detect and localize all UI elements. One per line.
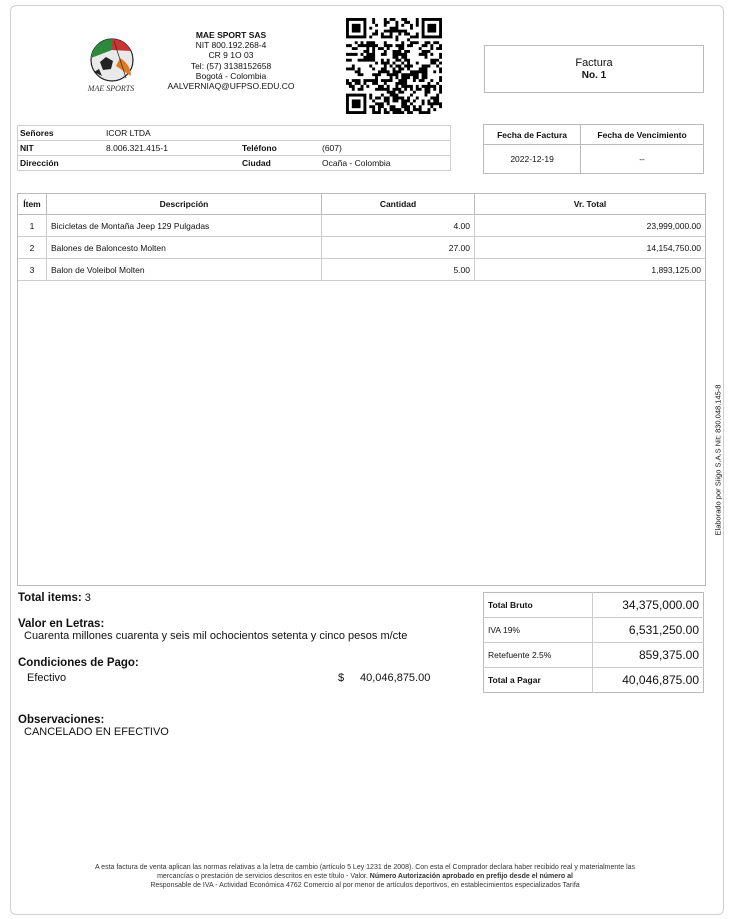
condiciones-value: Efectivo — [27, 672, 67, 684]
total-items-label: Total items: — [18, 592, 82, 604]
nit-label: NIT — [18, 141, 105, 156]
row-description: Balon de Voleibol Molten — [47, 259, 322, 281]
condiciones-section — [18, 657, 438, 684]
footer-line-2-bold: Número Autorización aprobado en prefijo desde el número al — [369, 873, 573, 880]
observaciones-value: CANCELADO EN EFECTIVO — [24, 726, 169, 738]
iva-value: 6,531,250.00 — [593, 618, 704, 643]
row-item: 1 — [18, 215, 47, 237]
legal-footer — [45, 863, 685, 890]
col-header-cantidad: Cantidad — [322, 194, 475, 215]
fecha-factura-value: 2022-12-19 — [484, 145, 581, 174]
row-description: Balones de Baloncesto Molten — [47, 237, 322, 259]
company-phone: Tel: (57) 3138152658 — [190, 60, 272, 71]
observaciones-section — [18, 714, 169, 738]
totals-row — [484, 618, 704, 643]
row-total: 14,154,750.00 — [475, 237, 706, 259]
dates-table — [483, 124, 704, 174]
company-info — [150, 30, 312, 91]
row-quantity: 27.00 — [322, 237, 475, 259]
invoice-number: No. 1 — [581, 70, 607, 81]
total-pagar-label: Total a Pagar — [488, 675, 541, 685]
row-item: 3 — [18, 259, 47, 281]
qr-code — [346, 18, 442, 114]
observaciones-label: Observaciones: — [18, 714, 105, 726]
totals-table — [483, 592, 704, 693]
row-item: 2 — [18, 237, 47, 259]
row-total: 23,999,000.00 — [475, 215, 706, 237]
senores-label: Señores — [18, 126, 105, 141]
footer-line-1: A esta factura de venta aplican las normas relativas a la letra de cambio (artículo 5 Ley 1231 de 2008). Con esta el Comprador declara haber recibido real y materialmente las — [94, 864, 636, 871]
col-header-total: Vr. Total — [475, 194, 706, 215]
senores-value: ICOR LTDA — [104, 126, 240, 141]
telefono-value: (607) — [320, 141, 451, 156]
totals-row — [484, 643, 704, 668]
table-row — [18, 259, 705, 281]
company-nit: NIT 800.192.268-4 — [195, 40, 267, 51]
table-row — [18, 237, 705, 259]
company-logo — [76, 36, 146, 96]
items-table — [18, 194, 705, 281]
valor-letras-section — [18, 618, 407, 642]
invoice-title: Factura — [575, 57, 613, 69]
totals-row — [484, 668, 704, 693]
currency-symbol: $ — [338, 672, 345, 684]
col-header-item: Ítem — [18, 194, 47, 215]
retefuente-value: 859,375.00 — [593, 643, 704, 668]
company-email: AALVERNIAQ@UFPSO.EDU.CO — [167, 81, 295, 92]
row-quantity: 5.00 — [322, 259, 475, 281]
row-description: Bicicletas de Montaña Jeep 129 Pulgadas — [47, 215, 322, 237]
retefuente-label: Retefuente 2.5% — [484, 643, 593, 668]
fecha-vencimiento-value: -- — [581, 145, 704, 174]
table-row — [18, 215, 705, 237]
company-address: CR 9 1O 03 — [208, 50, 254, 61]
valor-letras-label: Valor en Letras: — [18, 618, 105, 630]
total-items — [18, 592, 91, 604]
client-info-table — [17, 125, 451, 171]
totals-row — [484, 593, 704, 618]
footer-line-3: Responsable de IVA - Actividad Económica 4762 Comercio al por menor de artículos deportivos, en establecimientos especializados Tarifa — [150, 882, 580, 889]
nit-value: 8.006.321.415-1 — [104, 141, 240, 156]
side-credit-text: Elaborado por Siigo S.A.S Nit: 830.048.145-8 — [713, 384, 723, 536]
telefono-label: Teléfono — [240, 141, 320, 156]
ciudad-label: Ciudad — [240, 156, 320, 171]
items-table-box — [17, 193, 706, 586]
total-items-value: 3 — [84, 592, 91, 604]
total-pagar-value: 40,046,875.00 — [593, 668, 704, 693]
svg-text:MAE SPORTS: MAE SPORTS — [87, 84, 135, 93]
row-quantity: 4.00 — [322, 215, 475, 237]
iva-label: IVA 19% — [484, 618, 593, 643]
fecha-vencimiento-label: Fecha de Vencimiento — [581, 125, 704, 145]
fecha-factura-label: Fecha de Factura — [484, 125, 581, 145]
direccion-value — [104, 156, 240, 171]
col-header-descripcion: Descripción — [47, 194, 322, 215]
footer-line-2: mercancías o prestación de servicios descritos en este título - Valor. — [157, 873, 370, 880]
direccion-label: Dirección — [18, 156, 105, 171]
company-name: MAE SPORT SAS — [195, 30, 267, 40]
total-bruto-value: 34,375,000.00 — [593, 593, 704, 618]
condiciones-amount: 40,046,875.00 — [360, 672, 431, 684]
company-city: Bogotá - Colombia — [195, 70, 267, 81]
condiciones-label: Condiciones de Pago: — [18, 657, 139, 669]
valor-letras-value: Cuarenta millones cuarenta y seis mil ochocientos setenta y cinco pesos m/cte — [24, 630, 408, 642]
total-bruto-label: Total Bruto — [484, 593, 593, 618]
row-total: 1,893,125.00 — [475, 259, 706, 281]
invoice-title-box — [484, 45, 704, 93]
ciudad-value: Ocaña - Colombia — [320, 156, 451, 171]
